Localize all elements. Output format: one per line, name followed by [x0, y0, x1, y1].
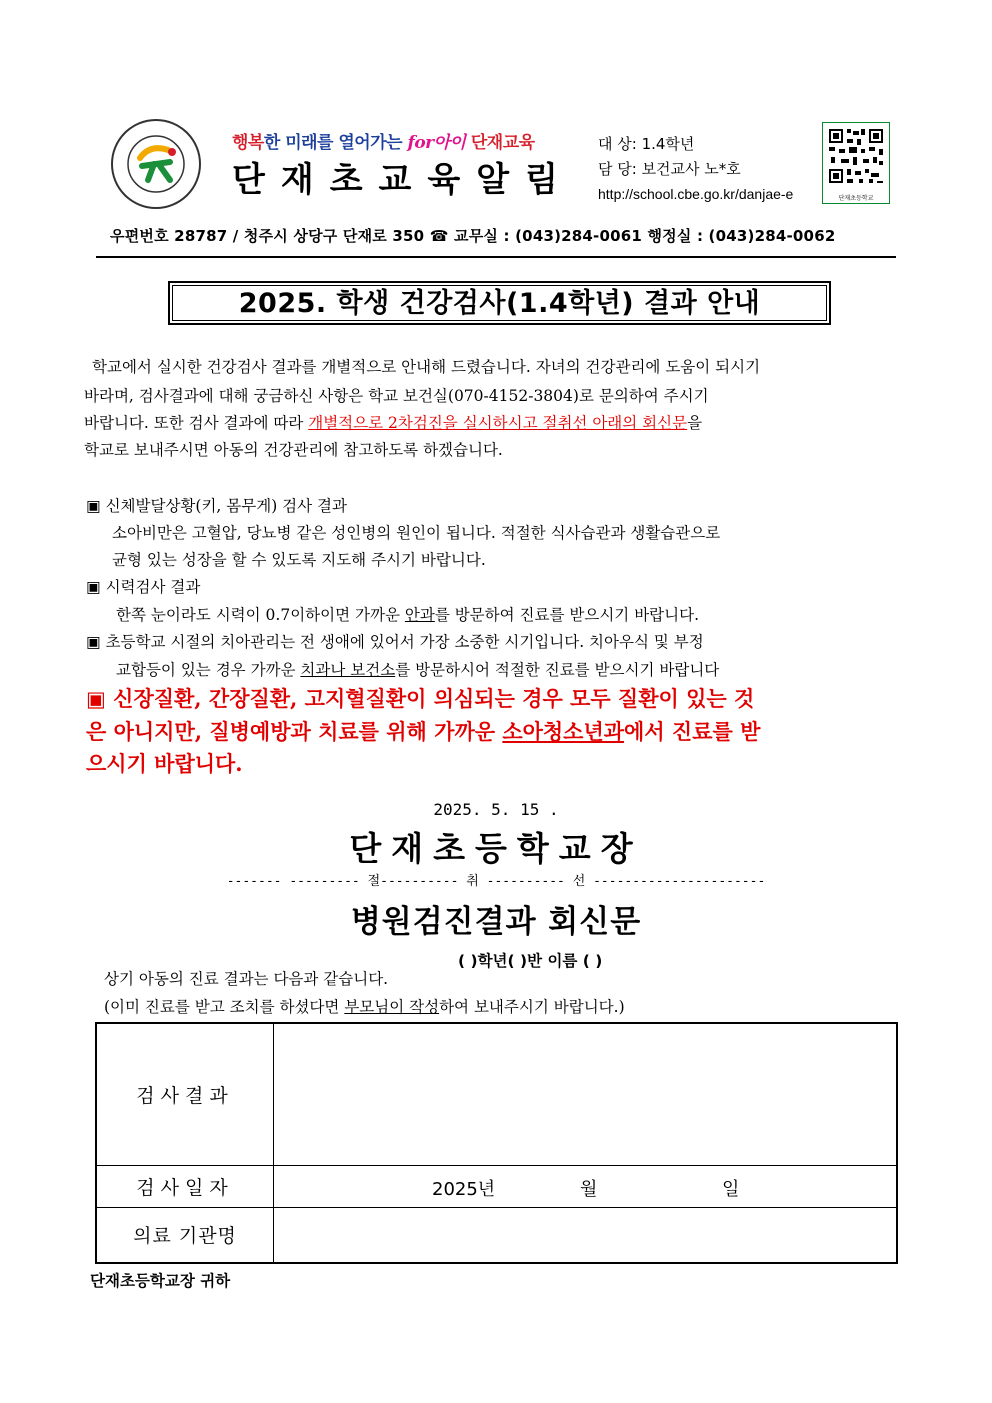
disease-text-a: 은 아니지만, 질병예방과 치료를 위해 가까운 [86, 719, 503, 744]
intro-line-3 [84, 411, 702, 433]
intro-line-3-c: 을 [687, 414, 703, 432]
disease-pediatrics: 소아청소년과 [502, 719, 625, 744]
date-input[interactable] [274, 1165, 898, 1207]
form-note-1: 상기 아동의 진료 결과는 다음과 같습니다. [104, 970, 389, 988]
vision-text-a: 한쪽 눈이라도 시력이 0.7이하이면 가까운 [116, 606, 405, 624]
slogan-part-1: 행복 [232, 133, 264, 153]
notice-title-box [168, 281, 831, 325]
form-note-parent: 부모님이 작성 [344, 998, 440, 1016]
institution-input[interactable] [274, 1207, 898, 1263]
result-table [95, 1022, 898, 1264]
newsletter-title: 단재초교육알림 [232, 160, 574, 200]
table-row-institution [96, 1207, 897, 1263]
institution-label: 의료 기관명 [96, 1207, 274, 1263]
slogan-part-3: for아이 [407, 133, 466, 153]
student-info-line[interactable]: ( )학년( )반 이름 ( ) [458, 952, 603, 970]
section-body-measure-title: ▣ 신체발달상황(키, 몸무게) 검사 결과 [86, 497, 347, 515]
date-label: 검사일자 [96, 1165, 274, 1207]
intro-highlight: 개별적으로 2차검진을 실시하시고 절취선 아래의 회신문 [308, 414, 688, 432]
dental-clinic: 치과나 보건소 [300, 661, 396, 679]
slogan-part-2: 한 미래를 열어가는 [263, 133, 403, 153]
result-label: 검사결과 [96, 1023, 274, 1165]
target-grade: 대 상: 1.4학년 [598, 135, 695, 153]
section-disease-line-3: 으시기 바랍니다. [86, 751, 243, 776]
table-row-result [96, 1023, 897, 1165]
section-disease-line-2 [86, 716, 760, 746]
header-meta [598, 132, 793, 207]
section-body-measure-line-2: 균형 있는 성장을 할 수 있도록 지도해 주시기 바랍니다. [112, 551, 486, 569]
reply-form-title: 병원검진결과 회신문 [350, 904, 642, 940]
section-dental-line-1: ▣ 초등학교 시절의 치아관리는 전 생애에 있어서 가장 소중한 시기입니다. 치아우식 및 부정 [86, 633, 704, 651]
notice-date: 2025. 5. 15 . [433, 800, 559, 819]
form-note-2-c: 하여 보내주시기 바랍니다.) [439, 998, 625, 1016]
school-url[interactable]: http://school.cbe.go.kr/danjae-e [598, 186, 794, 202]
intro-line-4: 학교로 보내주시면 아동의 건강관리에 참고하도록 하겠습니다. [84, 441, 503, 459]
qr-caption: 단재초등학교 [838, 195, 874, 202]
form-note-2-a: (이미 진료를 받고 조치를 하셨다면 [104, 998, 345, 1016]
cut-line: ------- --------- 절---------- 취 ---------- 선 ---------------------- [226, 874, 766, 889]
header-divider [96, 256, 896, 258]
form-note-2 [104, 995, 625, 1017]
principal-signature: 단재초등학교장 [349, 829, 643, 868]
result-input[interactable] [274, 1023, 898, 1165]
intro-line-2: 바라며, 검사결과에 대해 궁금하신 사항은 학교 보건실(070-4152-3804)로 문의하여 주시기 [84, 387, 709, 405]
section-body-measure-line-1: 소아비만은 고혈압, 당뇨병 같은 성인병의 원인이 됩니다. 적절한 식사습관과 생활습관으로 [112, 524, 721, 542]
section-disease-line-1: ▣ 신장질환, 간장질환, 고지혈질환이 의심되는 경우 모두 질환이 있는 것 [86, 686, 755, 711]
vision-text-c: 를 방문하여 진료를 받으시기 바랍니다. [434, 606, 700, 624]
intro-line-3-a: 바랍니다. 또한 검사 결과에 따라 [84, 414, 309, 432]
section-vision-title: ▣ 시력검사 결과 [86, 578, 201, 596]
section-dental-line-2 [116, 658, 719, 680]
disease-text-c: 에서 진료를 받 [624, 719, 761, 744]
school-logo [110, 118, 202, 210]
slogan [232, 128, 535, 153]
date-year: 2025년 [432, 1178, 496, 1200]
date-month: 월 [580, 1178, 598, 1200]
section-vision-line [116, 603, 699, 625]
qr-code [822, 122, 890, 204]
table-row-date [96, 1165, 897, 1207]
dental-text-a: 교합등이 있는 경우 가까운 [116, 661, 301, 679]
slogan-part-4: 단재교육 [470, 133, 535, 153]
vision-ophthalmology: 안과 [404, 606, 435, 624]
school-address: 우편번호 28787 / 청주시 상당구 단재로 350 ☎ 교무실 : (043)284-0061 행정실 : (043)284-0062 [110, 227, 836, 245]
manager: 담 당: 보건교사 노*호 [598, 160, 741, 178]
notice-title: 2025. 학생 건강검사(1.4학년) 결과 안내 [172, 285, 827, 321]
intro-line-1: 학교에서 실시한 건강검사 결과를 개별적으로 안내해 드렸습니다. 자녀의 건강관리에 도움이 되시기 [92, 358, 761, 376]
dental-text-c: 를 방문하시어 적절한 진료를 받으시기 바랍니다 [395, 661, 720, 679]
recipient-line: 단재초등학교장 귀하 [90, 1272, 231, 1290]
date-day: 일 [722, 1178, 740, 1200]
